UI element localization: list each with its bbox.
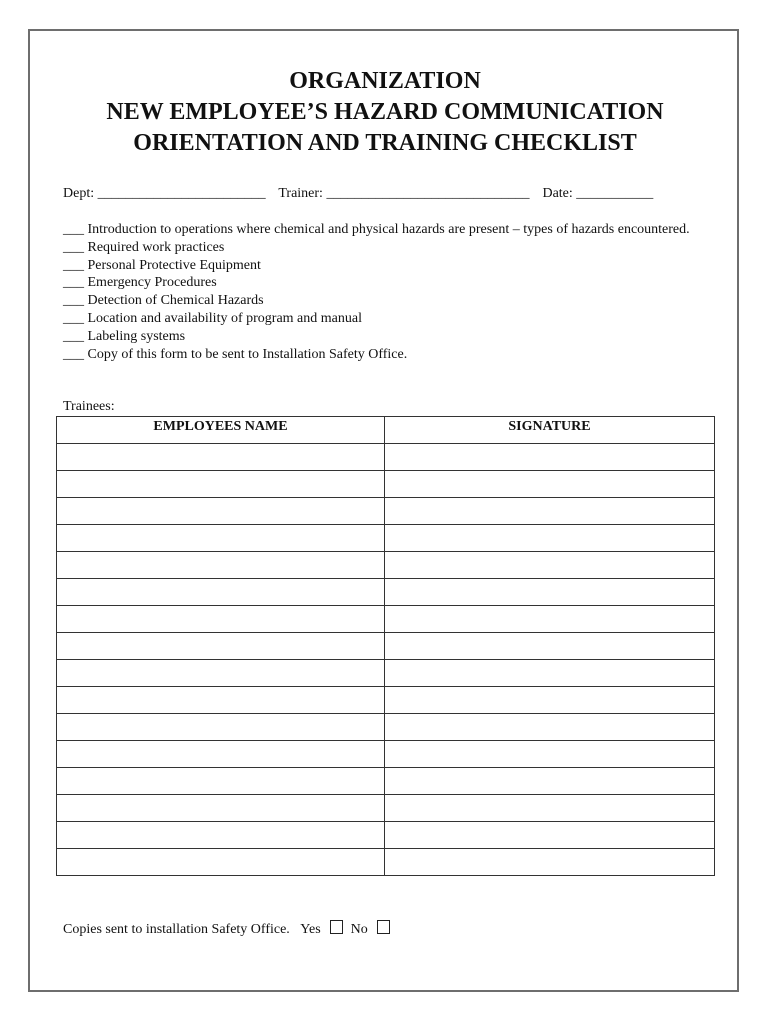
signature-cell[interactable] [385,606,715,633]
signature-cell[interactable] [385,849,715,876]
employee-name-cell[interactable] [57,795,385,822]
checklist-item-ppe[interactable]: ___ Personal Protective Equipment [63,257,261,273]
signature-cell[interactable] [385,741,715,768]
signature-cell[interactable] [385,525,715,552]
trainer-field[interactable]: Trainer: _____________________________ [278,186,530,201]
employee-name-cell[interactable] [57,741,385,768]
no-checkbox[interactable] [377,920,390,934]
table-row [57,768,715,795]
signature-cell[interactable] [385,552,715,579]
trainee-rows [57,444,715,876]
signature-cell[interactable] [385,795,715,822]
footer [63,920,394,938]
dept-field[interactable]: Dept: ________________________ [63,186,266,201]
checklist-item-introduction[interactable]: ___ Introduction to operations where chemical and physical hazards are present – types of hazards encountered. [63,222,690,237]
table-row [57,633,715,660]
employee-name-cell[interactable] [57,579,385,606]
table-header-row [57,417,715,444]
signature-cell[interactable] [385,768,715,795]
signature-cell[interactable] [385,579,715,606]
table-row [57,498,715,525]
table-row [57,795,715,822]
employee-name-cell[interactable] [57,714,385,741]
checklist-item-detection[interactable]: ___ Detection of Chemical Hazards [63,293,264,309]
table-row [57,687,715,714]
trainees-label: Trainees: [63,399,115,414]
title-organization: ORGANIZATION [289,68,481,94]
checklist-item-copy[interactable]: ___ Copy of this form to be sent to Installation Safety Office. [63,346,408,362]
table-row [57,741,715,768]
checklist-item-emergency[interactable]: ___ Emergency Procedures [63,275,217,291]
form-title [0,66,770,159]
column-header-employee-name: EMPLOYEES NAME [57,417,385,444]
table-row [57,714,715,741]
signature-cell[interactable] [385,498,715,525]
employee-name-cell[interactable] [57,687,385,714]
info-row [63,186,653,202]
signature-cell[interactable] [385,660,715,687]
table-row [57,471,715,498]
signature-cell[interactable] [385,444,715,471]
employee-name-cell[interactable] [57,525,385,552]
table-row [57,606,715,633]
signature-cell[interactable] [385,633,715,660]
employee-name-cell[interactable] [57,822,385,849]
employee-name-cell[interactable] [57,660,385,687]
trainees-table [56,416,715,876]
checklist-item-location[interactable]: ___ Location and availability of program and manual [63,310,362,326]
signature-cell[interactable] [385,714,715,741]
table-row [57,552,715,579]
table-row [57,579,715,606]
title-line-3: ORIENTATION AND TRAINING CHECKLIST [133,130,637,156]
employee-name-cell[interactable] [57,444,385,471]
table-row [57,849,715,876]
table-row [57,660,715,687]
signature-cell[interactable] [385,471,715,498]
employee-name-cell[interactable] [57,606,385,633]
employee-name-cell[interactable] [57,471,385,498]
no-label: No [350,922,368,937]
title-line-2: NEW EMPLOYEE’S HAZARD COMMUNICATION [106,99,664,125]
column-header-signature: SIGNATURE [385,417,715,444]
checklist-item-work-practices[interactable]: ___ Required work practices [63,239,225,255]
yes-checkbox[interactable] [330,920,343,934]
table-row [57,525,715,552]
employee-name-cell[interactable] [57,498,385,525]
checklist-item-labeling[interactable]: ___ Labeling systems [63,328,186,344]
signature-cell[interactable] [385,687,715,714]
training-checklist [63,221,703,363]
table-row [57,822,715,849]
table-row [57,444,715,471]
footer-text: Copies sent to installation Safety Office. [63,922,290,937]
employee-name-cell[interactable] [57,768,385,795]
yes-label: Yes [300,922,321,937]
signature-cell[interactable] [385,822,715,849]
employee-name-cell[interactable] [57,552,385,579]
employee-name-cell[interactable] [57,849,385,876]
employee-name-cell[interactable] [57,633,385,660]
date-field[interactable]: Date: ___________ [542,186,654,201]
